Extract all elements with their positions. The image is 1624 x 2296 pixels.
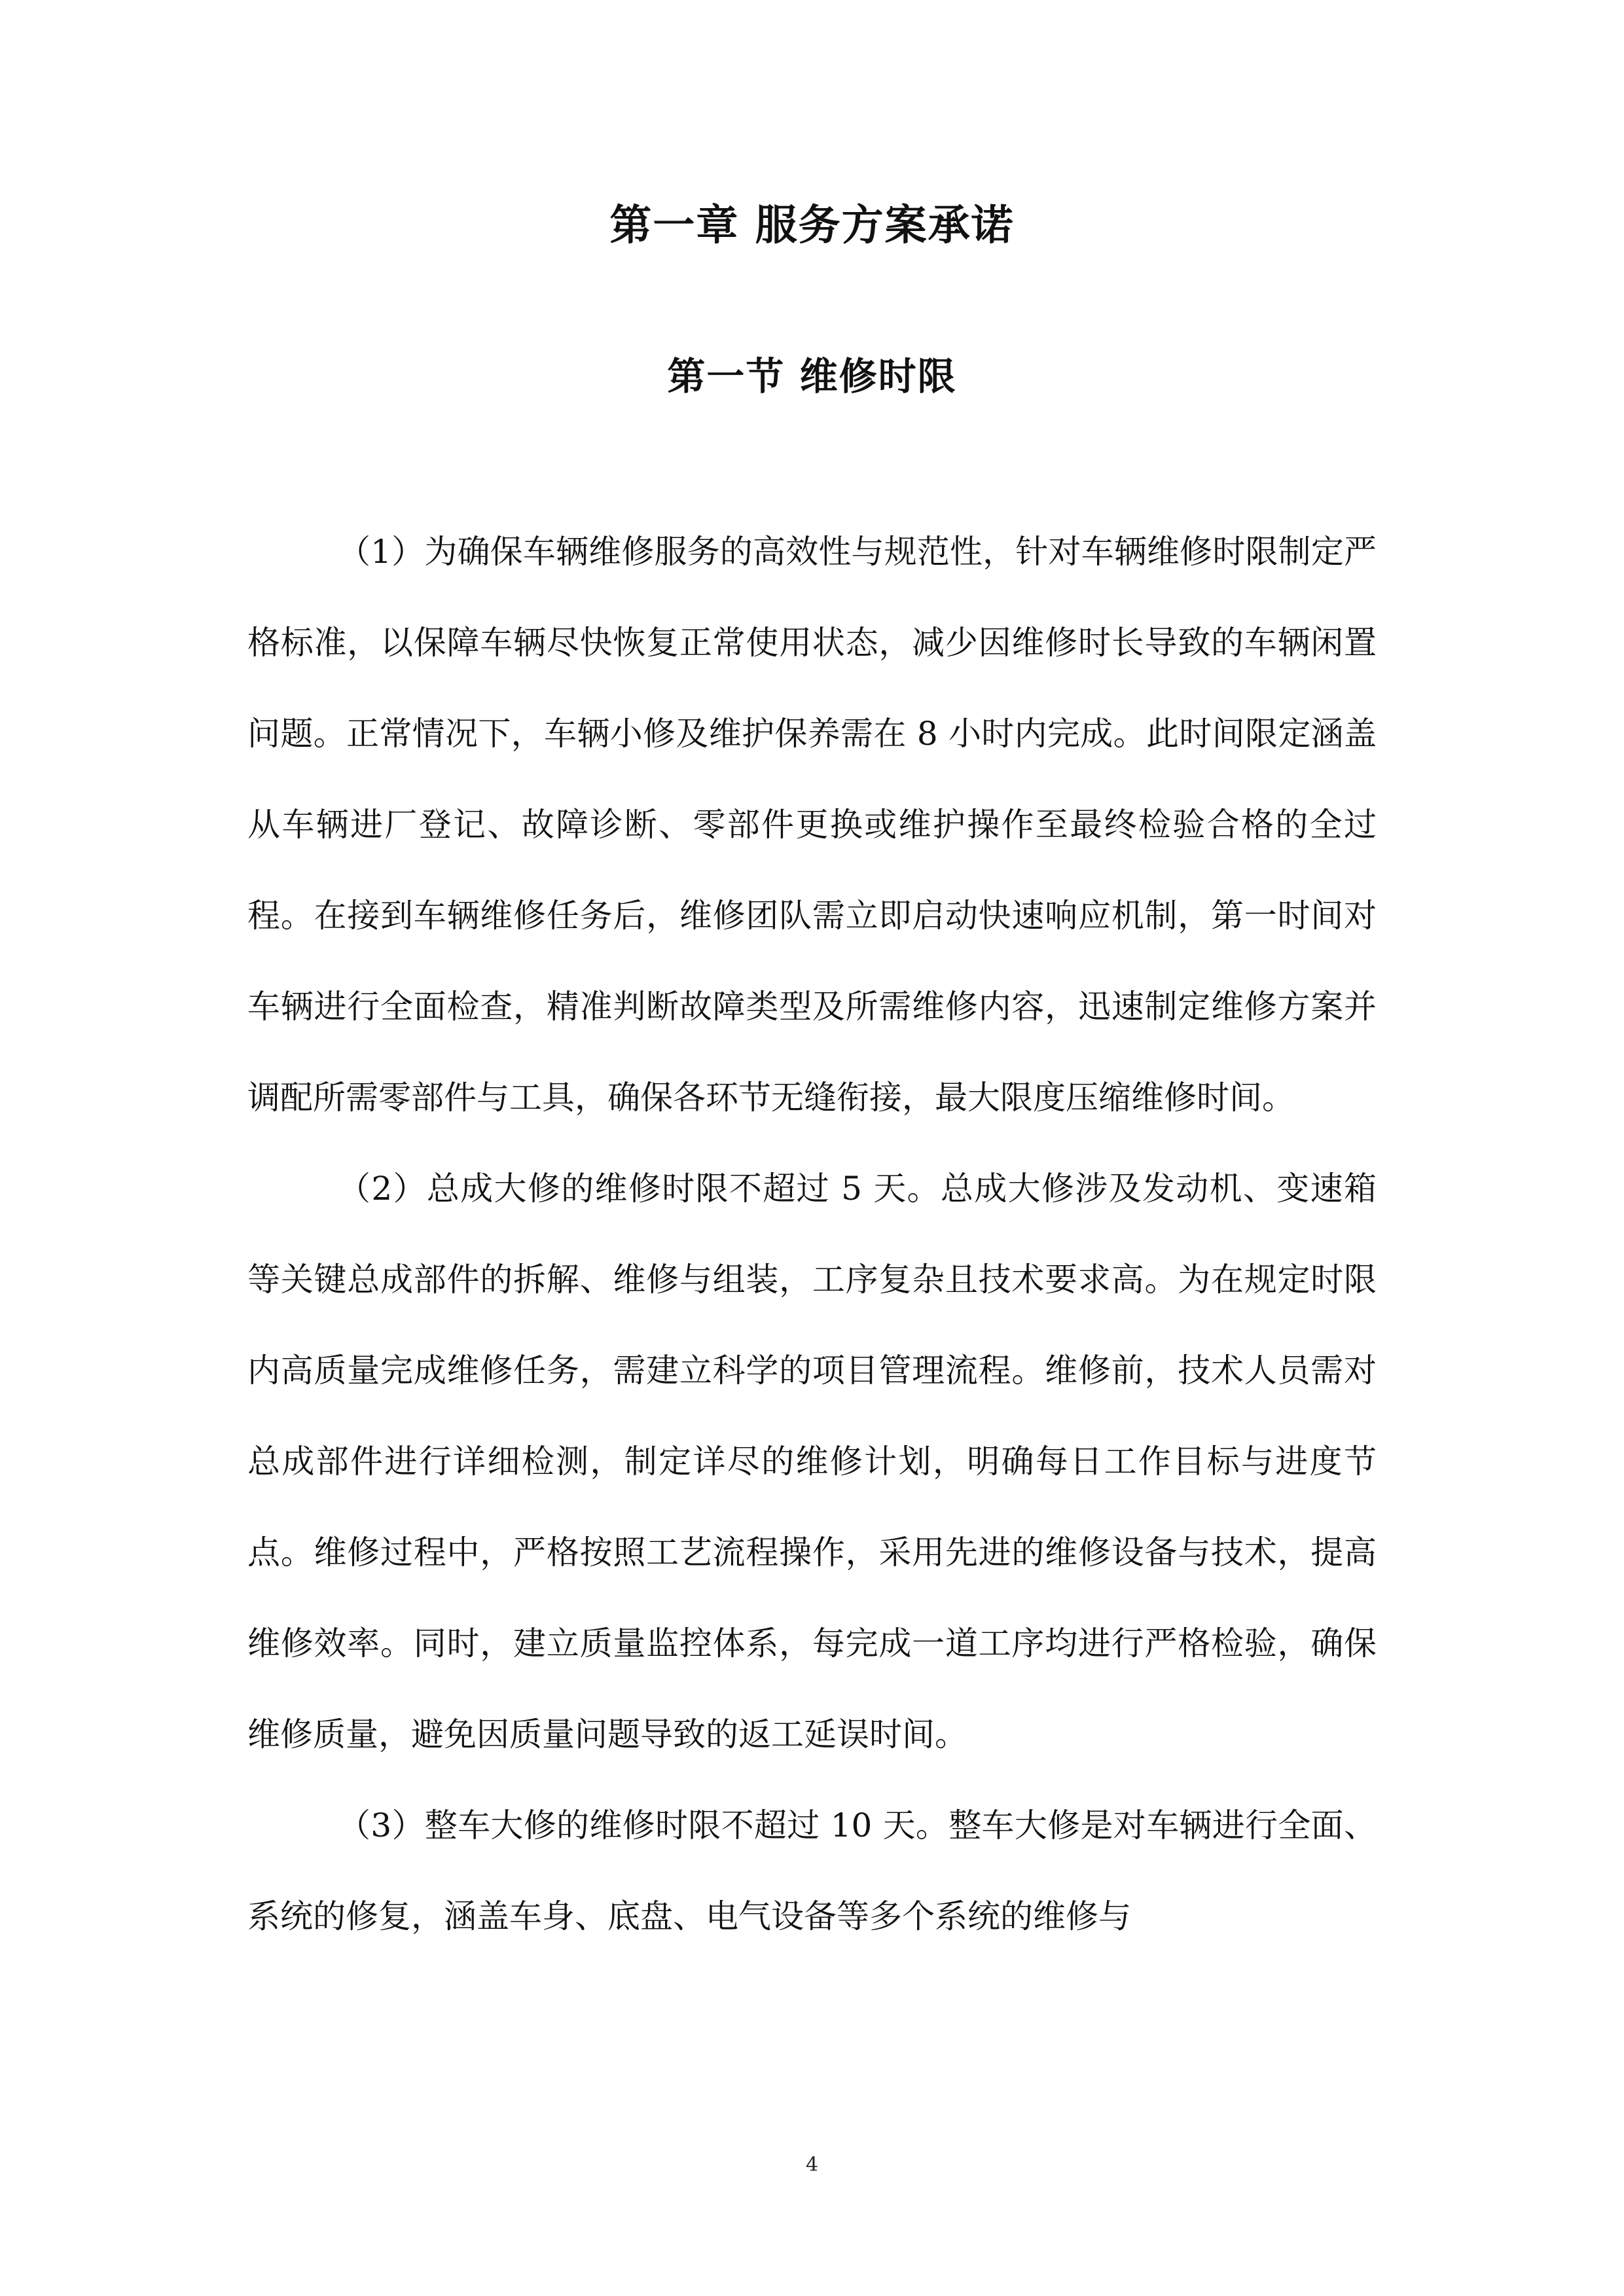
- body-text: [247, 507, 1377, 1962]
- chapter-title: 第一章 服务方案承诺: [609, 202, 1015, 250]
- section-title: 第一节 维修时限: [667, 354, 957, 399]
- paragraph-1: （1）为确保车辆维修服务的高效性与规范性，针对车辆维修时限制定严格标准，以保障车辆尽快恢复正常使用状态，减少因维修时长导致的车辆闲置问题。正常情况下，车辆小修及维护保养需在 8 小时内完成。此时间限定涵盖从车辆进厂登记、故障诊断、零部件更换或维护操作至最终检验合格的全过程。在接到车辆维修任务后，维修团队需立即启动快速响应机制，第一时间对车辆进行全面检查，精准判断故障类型及所需维修内容，迅速制定维修方案并调配所需零部件与工具，确保各环节无缝衔接，最大限度压缩维修时间。: [247, 533, 1377, 1117]
- paragraph-2: （2）总成大修的维修时限不超过 5 天。总成大修涉及发动机、变速箱等关键总成部件的拆解、维修与组装，工序复杂且技术要求高。为在规定时限内高质量完成维修任务，需建立科学的项目管理流程。维修前，技术人员需对总成部件进行详细检测，制定详尽的维修计划，明确每日工作目标与进度节点。维修过程中，严格按照工艺流程操作，采用先进的维修设备与技术，提高维修效率。同时，建立质量监控体系，每完成一道工序均进行严格检验，确保维修质量，避免因质量问题导致的返工延误时间。: [247, 1170, 1377, 1753]
- page-number: 4: [805, 2153, 819, 2176]
- paragraph-3: （3）整车大修的维修时限不超过 10 天。整车大修是对车辆进行全面、系统的修复，涵盖车身、底盘、电气设备等多个系统的维修与: [247, 1806, 1377, 1935]
